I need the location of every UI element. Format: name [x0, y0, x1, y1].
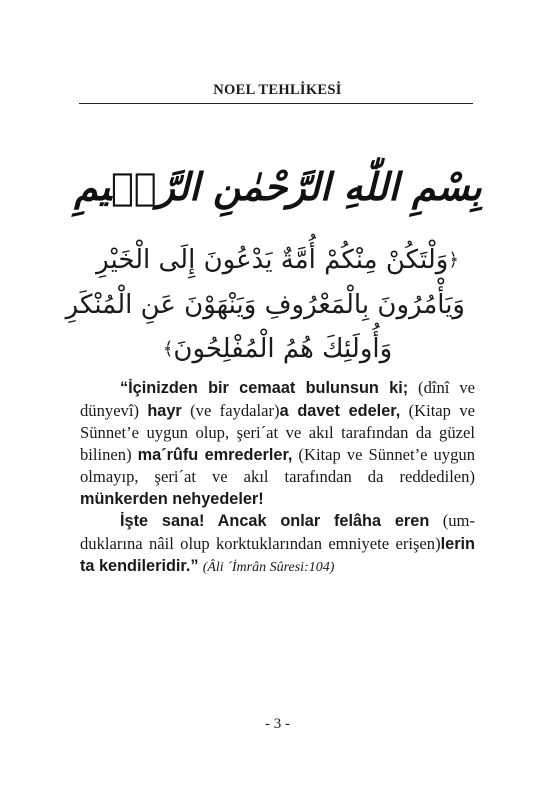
- bold-phrase: münkerden nehyedeler!: [80, 489, 264, 508]
- quran-verse: [65, 238, 465, 371]
- basmala-ornament: [73, 152, 482, 222]
- translation-text: [80, 377, 475, 579]
- verse-line-2: وَيَأْمُرُونَ بِالْمَعْرُوفِ وَيَنْهَوْنَ عَنِ الْمُنْكَرِ: [65, 289, 465, 320]
- plain-phrase: (Kitap ve Sünnet’e uygun olup, şeri´at ve akıl tarafından da güzel bilinen): [80, 400, 475, 464]
- plain-phrase: (dînî ve dünyevî): [80, 378, 475, 420]
- basmala-text: بِسْمِ اللّٰهِ الرَّحْمٰنِ الرَّح۪يمِ: [73, 165, 482, 209]
- plain-phrase: (umduklarına nâil olup korktuklarından emniyete erişen): [80, 511, 476, 553]
- verse-close-ornament: ﴾: [162, 338, 174, 359]
- plain-phrase: (ve faydalar): [181, 400, 280, 420]
- bold-phrase: hayr: [147, 401, 182, 420]
- verse-open-ornament: ﴿: [448, 249, 459, 271]
- verse-line-3-text: وَأُولَئِكَ هُمُ الْمُفْلِحُونَ: [173, 333, 393, 364]
- translation-paragraph-1: [80, 377, 475, 510]
- basmala-calligraphy: [0, 152, 555, 222]
- bold-phrase: ma´rûfu emrederler,: [137, 445, 293, 464]
- plain-phrase: (Kitap ve Sünnet’e uygun olmayıp, şeri´at ve akıl tarafından da reddedilen): [80, 444, 475, 486]
- bold-phrase: İşte sana! Ancak onlar felâha eren: [120, 512, 430, 530]
- verse-line-3: [90, 327, 465, 372]
- translation-paragraph-2: [80, 510, 475, 579]
- verse-line-1-text: وَلْتَكُنْ مِنْكُمْ أُمَّةٌ يَدْعُونَ إِلَى الْخَيْرِ: [96, 245, 449, 275]
- verse-line-1: [90, 238, 465, 283]
- bold-phrase: a davet edeler,: [279, 401, 401, 420]
- page-number: - 3 -: [265, 716, 290, 732]
- verse-source: (Âli ´İmrân Sûresi:104): [202, 560, 335, 575]
- bold-phrase: “İçinizden bir cemaat bulunsun ki;: [120, 379, 409, 397]
- bold-phrase: lerin ta kendileridir.”: [80, 534, 475, 575]
- header-rule: [79, 103, 473, 104]
- running-header: NOEL TEHLİKESİ: [213, 82, 342, 98]
